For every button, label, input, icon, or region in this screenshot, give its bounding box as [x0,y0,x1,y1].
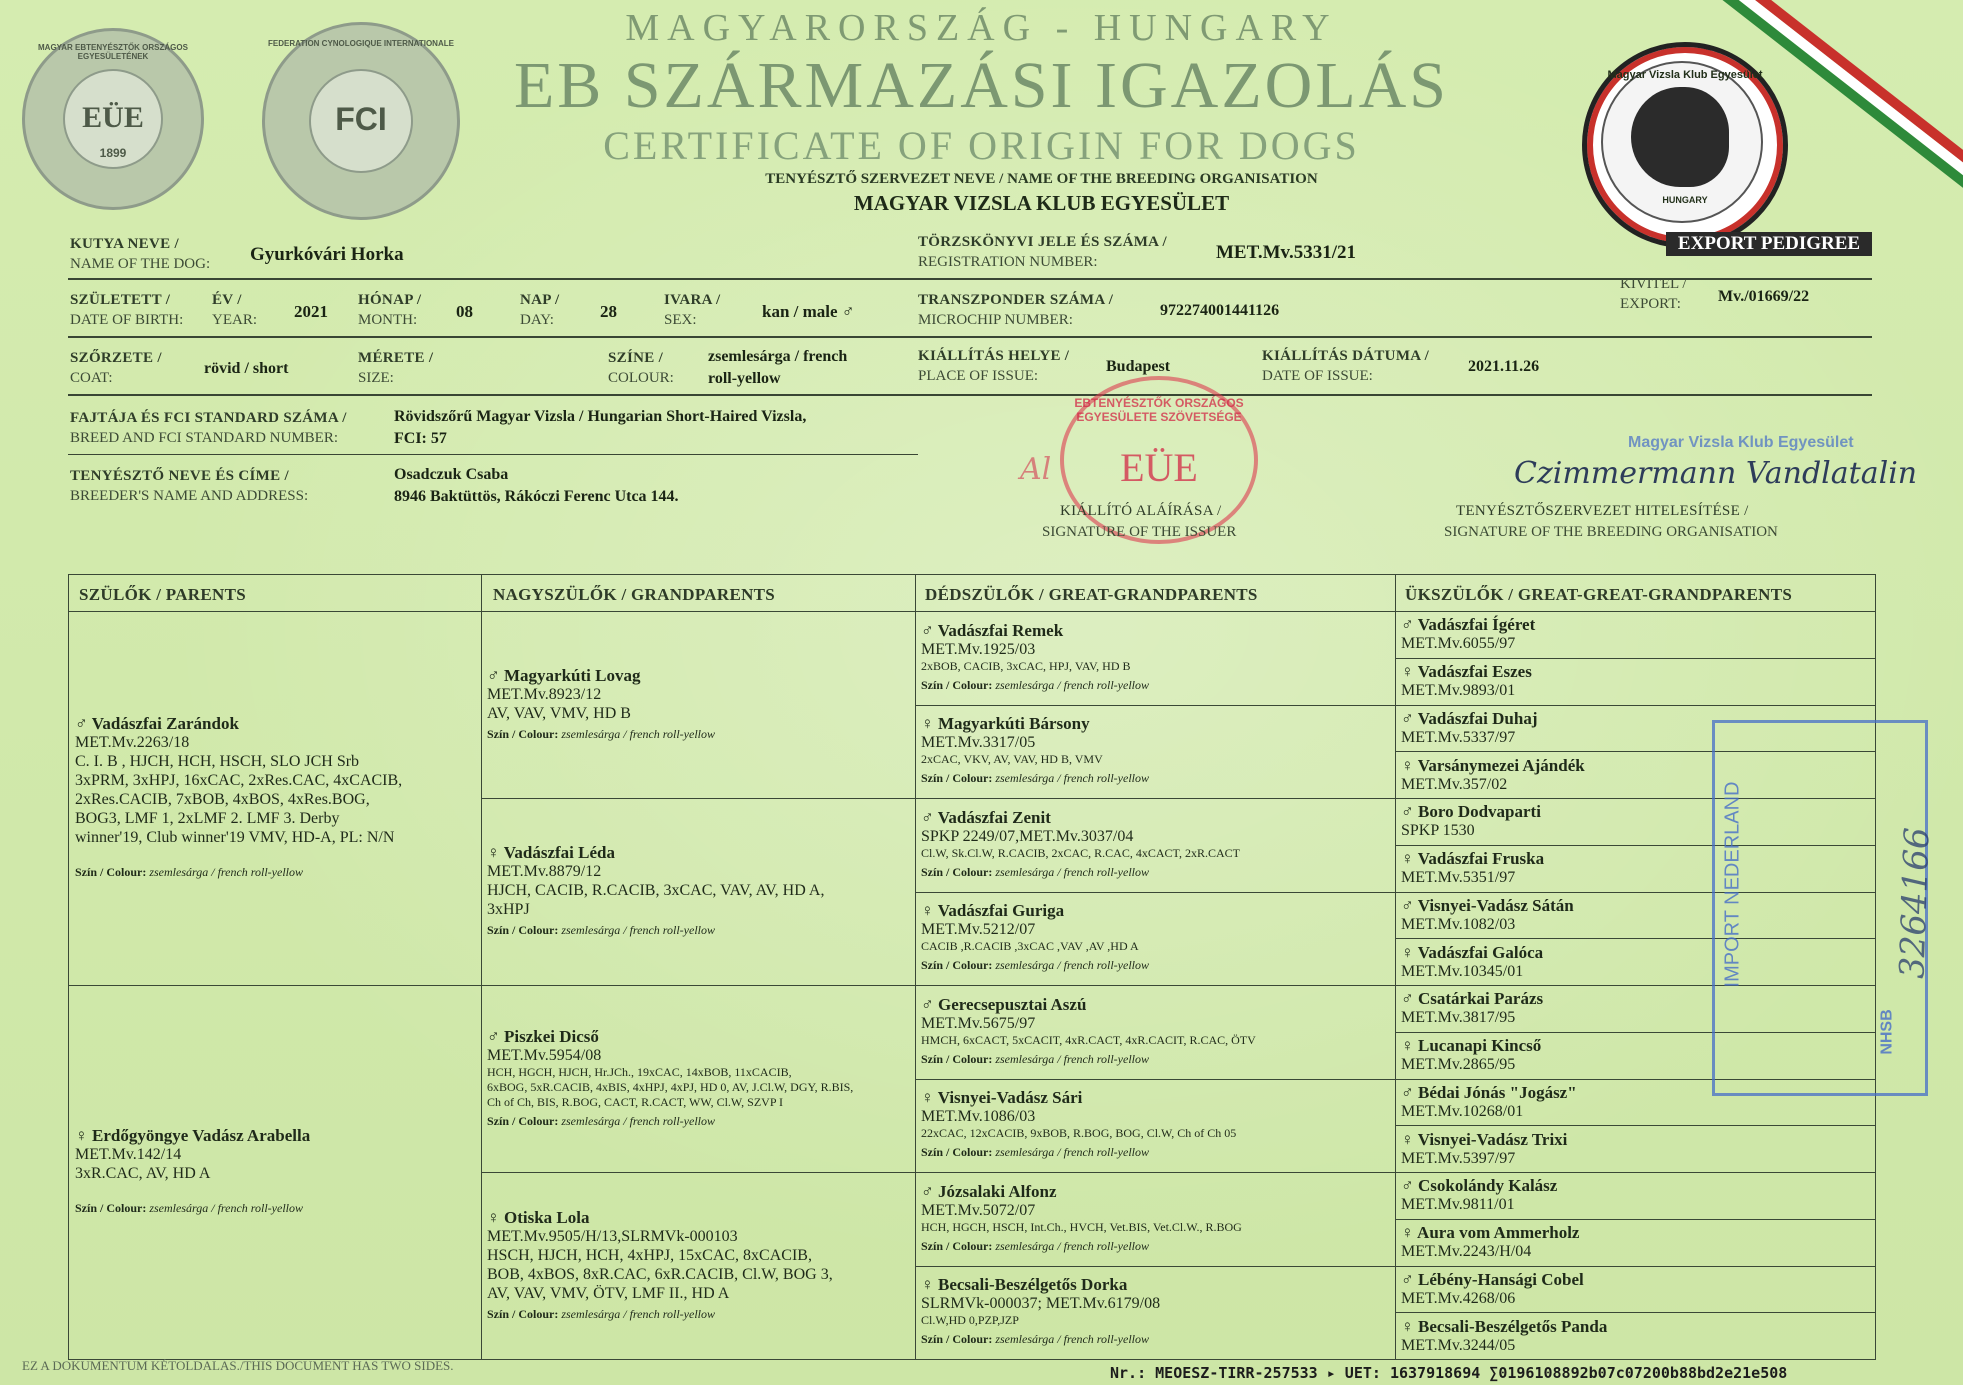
colour-value: zsemlesárga / french roll-yellow [149,1201,303,1215]
grandparent-colour [487,1305,911,1324]
grandparent-registration: MET.Mv.5954/08 [487,1046,602,1064]
great-grandparent-registration: MET.Mv.1925/03 [921,640,1036,658]
parent-titles: winner'19, Club winner'19 VMV, HD-A, PL: N/N [75,829,395,846]
issuer-signature: Al [1020,452,1052,487]
coat-label-hu: SZŐRZETE / [70,350,162,366]
header-grandparents: NAGYSZÜLŐK / GRANDPARENTS [493,585,776,604]
coat-value: rövid / short [204,360,289,377]
vizsla-blue-stamp: Magyar Vizsla Klub Egyesület [1628,434,1854,451]
colour-value: zsemlesárga / french roll-yellow [561,1113,715,1128]
grandparent-cell [487,1172,911,1359]
grandparent-cell [487,798,911,985]
colour-label: Szín / Colour: [921,1145,996,1160]
great-grandparent-registration: MET.Mv.5675/97 [921,1014,1036,1032]
breed-label-en: BREED AND FCI STANDARD NUMBER: [70,430,338,446]
grandparent-titles: BOB, 4xBOS, 8xR.CAC, 6xR.CACIB, Cl.W, BOG 3, [487,1265,833,1283]
colour-value: zsemlesárga / french roll-yellow [995,771,1149,786]
year-label-en: YEAR: [212,312,257,328]
reg-label-hu: TÖRZSKÖNYVI JELE ÉS SZÁMA / [918,234,1167,250]
import-stamp-number: 3264166 [1892,826,1938,980]
colour-value: zsemlesárga / french roll-yellow [995,677,1149,692]
great-great-grandparent-cell [1401,1125,1871,1172]
great-grandparent-registration: SLRMVk-000037; MET.Mv.6179/08 [921,1295,1161,1313]
great-great-grandparent-registration: MET.Mv.2865/95 [1401,1056,1516,1074]
place-of-issue: Budapest [1106,358,1171,375]
export-label-hu: KIVITEL / [1620,276,1687,292]
meoe-seal-text: MAGYAR EBTENYÉSZTŐK ORSZÁGOS EGYESÜLETÉNEK [38,43,188,61]
colour-label: Szín / Colour: [921,771,996,786]
dob-label-hu: SZÜLETETT / [70,292,171,308]
great-grandparent-cell [921,986,1391,1078]
day-label-en: DAY: [520,312,554,328]
great-great-grandparent-registration: MET.Mv.3817/95 [1401,1009,1516,1027]
header-great-grandparents: DÉDSZÜLŐK / GREAT-GRANDPARENTS [925,585,1258,604]
colour-value-2: roll-yellow [708,370,781,387]
divider [68,278,1872,280]
dog-sex: kan / male ♂ [762,302,855,321]
divider [68,394,1872,396]
great-great-grandparent-registration: MET.Mv.5337/97 [1401,728,1516,746]
org-sig-label-hu: TENYÉSZTŐSZERVEZET HITELESÍTÉSE / [1456,503,1749,519]
size-label-en: SIZE: [358,370,394,386]
great-great-grandparent-name: ♂ Boro Dodvaparti [1401,802,1541,822]
great-great-grandparent-name: ♂ Visnyei-Vadász Sátán [1401,895,1574,915]
birth-year: 2021 [294,302,328,321]
grandparent-name: ♂ Magyarkúti Lovag [487,665,641,685]
grandparent-name: ♀ Vadászfai Léda [487,843,615,862]
great-great-grandparent-registration: MET.Mv.5397/97 [1401,1149,1516,1167]
date-label-en: DATE OF ISSUE: [1262,368,1373,384]
parent-name: ♂ Vadászfai Zarándok [75,714,239,733]
great-great-grandparent-cell [1401,1172,1871,1219]
parent-colour [75,863,479,882]
great-grandparent-colour [921,1050,1391,1069]
grandparent-name: ♂ Piszkei Dicső [487,1026,599,1046]
great-grandparent-name: ♂ Gerecsepusztai Aszú [921,994,1087,1014]
grandparent-titles: AV, VAV, VMV, ÖTV, LMF II., HD A [487,1284,730,1302]
chip-label-en: MICROCHIP NUMBER: [918,312,1073,328]
parent-titles: 3xPRM, 3xHPJ, 16xCAC, 2xRes.CAC, 4xCACIB, [75,772,403,789]
microchip-number: 972274001441126 [1160,302,1280,319]
great-great-grandparent-name: ♂ Lébény-Hansági Cobel [1401,1269,1584,1289]
date-label-hu: KIÁLLÍTÁS DÁTUMA / [1262,348,1430,364]
import-blue-stamp [1712,720,1938,1096]
colour-label: Szín / Colour: [921,958,996,973]
issuer-sig-label-hu: KIÁLLÍTÓ ALÁÍRÁSA / [1060,503,1222,519]
export-label-en: EXPORT: [1620,296,1681,312]
colour-label-en: COLOUR: [608,370,674,386]
great-grandparent-name: ♀ Becsali-Beszélgetős Dorka [921,1275,1128,1295]
great-great-grandparent-cell [1401,1266,1871,1313]
colour-value: zsemlesárga / french roll-yellow [561,923,715,937]
meoe-seal-mark: EÜE [82,101,144,134]
great-grandparent-name: ♂ Vadászfai Remek [921,620,1064,640]
dog-name-label-en: NAME OF THE DOG: [70,256,211,272]
great-great-grandparent-registration: MET.Mv.1082/03 [1401,915,1516,933]
great-great-grandparent-cell [1401,1312,1871,1359]
place-label-hu: KIÁLLÍTÁS HELYE / [918,348,1070,364]
great-grandparent-titles: 2xBOB, CACIB, 3xCAC, HPJ, VAV, HD B [921,658,1131,673]
great-great-grandparent-name: ♀ Vadászfai Galóca [1401,942,1544,962]
grandparent-colour [487,921,911,940]
breeder-name: Osadczuk Csaba [394,466,509,483]
grandparent-registration: MET.Mv.9505/H/13,SLRMVk-000103 [487,1227,738,1245]
great-grandparent-colour [921,1143,1391,1162]
great-grandparent-registration: MET.Mv.3317/05 [921,734,1036,752]
great-great-grandparent-name: ♂ Vadászfai Ígéret [1401,615,1536,635]
great-grandparent-registration: MET.Mv.1086/03 [921,1108,1036,1126]
great-grandparent-name: ♀ Visnyei-Vadász Sári [921,1088,1083,1108]
great-great-grandparent-name: ♀ Vadászfai Fruska [1401,849,1545,869]
great-grandparent-colour [921,769,1391,788]
colour-value: zsemlesárga / french roll-yellow [995,1238,1149,1253]
breeder-label-en: BREEDER'S NAME AND ADDRESS: [70,488,309,504]
great-great-grandparent-registration: MET.Mv.9811/01 [1401,1196,1515,1214]
great-grandparent-cell [921,799,1391,891]
month-label-hu: HÓNAP / [358,292,422,308]
colour-label: Szín / Colour: [921,1051,996,1066]
great-great-grandparent-cell [1401,658,1871,705]
red-stamp-text: EBTENYÉSZTŐK ORSZÁGOS EGYESÜLETE SZÖVETSÉGE [1074,396,1244,424]
great-grandparent-registration: SPKP 2249/07,MET.Mv.3037/04 [921,827,1134,845]
issuer-sig-label-en: SIGNATURE OF THE ISSUER [1042,524,1237,540]
dob-label-en: DATE OF BIRTH: [70,312,184,328]
birth-month: 08 [456,302,473,321]
grandparent-colour [487,725,911,744]
parent-cell [75,985,479,1359]
export-number: Mv./01669/22 [1718,288,1810,305]
great-grandparent-titles: CACIB ,R.CACIB ,3xCAC ,VAV ,AV ,HD A [921,939,1139,954]
great-grandparent-registration: MET.Mv.5212/07 [921,921,1036,939]
colour-value: zsemlesárga / french roll-yellow [149,865,303,879]
colour-label: Szín / Colour: [487,726,562,741]
great-great-grandparent-registration: MET.Mv.3244/05 [1401,1336,1516,1354]
great-grandparent-titles: Cl.W, Sk.Cl.W, R.CACIB, 2xCAC, R.CAC, 4xCACT, 2xR.CACT [921,845,1240,860]
parent-titles: 3xR.CAC, AV, HD A [75,1165,211,1182]
size-label-hu: MÉRETE / [358,350,434,366]
colour-value: zsemlesárga / french roll-yellow [995,1051,1149,1066]
grandparent-cell [487,611,911,798]
great-grandparent-cell [921,1267,1391,1359]
breeder-address: 8946 Baktüttös, Rákóczi Ferenc Utca 144. [394,488,679,505]
great-great-grandparent-name: ♀ Vadászfai Eszes [1401,662,1532,682]
great-grandparent-cell [921,893,1391,985]
breeder-label-hu: TENYÉSZTŐ NEVE ÉS CÍME / [70,468,289,484]
great-grandparent-colour [921,863,1391,882]
colour-value: zsemlesárga / french roll-yellow [995,1145,1149,1160]
great-great-grandparent-name: ♂ Csokolándy Kalász [1401,1176,1558,1196]
vizsla-logo-country: HUNGARY [1662,195,1708,205]
great-great-grandparent-name: ♂ Vadászfai Duhaj [1401,708,1538,728]
great-great-grandparent-cell [1401,611,1871,658]
colour-label: Szín / Colour: [921,1238,996,1253]
grandparent-titles: HCH, HGCH, HJCH, Hr.JCh., 19xCAC, 14xBOB, 11xCACIB, [487,1064,792,1079]
parent-cell [75,611,479,985]
colour-label: Szín / Colour: [487,1306,562,1321]
colour-value: zsemlesárga / french roll-yellow [561,726,715,741]
parent-registration: MET.Mv.2263/18 [75,734,190,751]
great-grandparent-titles: 2xCAC, VKV, AV, VAV, HD B, VMV [921,752,1103,767]
month-label-en: MONTH: [358,312,418,328]
great-grandparent-colour [921,1237,1391,1256]
colour-value: zsemlesárga / french roll-yellow [995,958,1149,973]
import-stamp-text: IMPORT NEDERLAND [1721,781,1744,988]
registration-number: MET.Mv.5331/21 [1216,242,1357,263]
great-great-grandparent-registration: SPKP 1530 [1401,822,1475,840]
great-great-grandparent-registration: MET.Mv.6055/97 [1401,635,1516,653]
dog-name-label-hu: KUTYA NEVE / [70,236,179,252]
grandparent-titles: 3xHPJ [487,901,530,918]
grandparent-colour [487,1112,911,1131]
divider [68,454,918,455]
great-great-grandparent-registration: MET.Mv.10345/01 [1401,962,1524,980]
great-great-grandparent-cell [1401,1219,1871,1266]
great-great-grandparent-registration: MET.Mv.9893/01 [1401,682,1516,700]
pedigree-table [68,574,1876,1360]
great-grandparent-colour [921,956,1391,975]
great-grandparent-titles: 22xCAC, 12xCACIB, 9xBOB, R.BOG, BOG, Cl.W, Ch of Ch 05 [921,1126,1237,1141]
breed-label-hu: FAJTÁJA ÉS FCI STANDARD SZÁMA / [70,410,347,426]
date-of-issue: 2021.11.26 [1468,358,1540,375]
document-serial: Nr.: MEOESZ-TIRR-257533 ▸ UET: 1637918694 ∑0196108892b07c07200b88bd2e21e508 [1110,1364,1788,1382]
grandparent-titles: AV, VAV, VMV, HD B [487,704,631,722]
great-grandparent-cell [921,612,1391,704]
grandparent-registration: MET.Mv.8923/12 [487,685,602,703]
grandparent-titles: 6xBOG, 5xR.CACIB, 4xBIS, 4xHPJ, 4xPJ, HD 0, AV, J.Cl.W, DGY, R.BIS, [487,1079,854,1094]
header-parents: SZÜLŐK / PARENTS [79,585,246,604]
grandparent-registration: MET.Mv.8879/12 [487,863,602,880]
great-grandparent-name: ♂ Józsalaki Alfonz [921,1181,1057,1201]
great-great-grandparent-registration: MET.Mv.2243/H/04 [1401,1243,1532,1261]
fci-seal-text: FEDERATION CYNOLOGIQUE INTERNATIONALE [268,39,454,48]
grandparent-titles: Ch of Ch, BIS, R.BOG, CACT, R.CACT, WW, Cl.W, SZVP I [487,1094,784,1109]
colour-label: Szín / Colour: [487,1113,562,1128]
colour-label: Szín / Colour: [75,1201,150,1215]
great-great-grandparent-name: ♀ Varsánymezei Ajándék [1401,755,1585,775]
great-great-grandparent-name: ♀ Visnyei-Vadász Trixi [1401,1129,1568,1149]
great-great-grandparent-registration: MET.Mv.10268/01 [1401,1102,1524,1120]
great-great-grandparent-name: ♂ Csatárkai Parázs [1401,989,1544,1009]
place-label-en: PLACE OF ISSUE: [918,368,1039,384]
parent-titles: BOG3, LMF 1, 2xLMF 2. LMF 3. Derby [75,810,340,827]
sex-label-hu: IVARA / [664,292,721,308]
divider [68,336,1872,338]
breed-value-1: Rövidszőrű Magyar Vizsla / Hungarian Short-Haired Vizsla, [394,408,807,425]
great-grandparent-name: ♀ Vadászfai Guriga [921,901,1065,921]
org-name: MAGYAR VIZSLA KLUB EGYESÜLET [853,191,1230,215]
grandparent-titles: HSCH, HJCH, HCH, 4xHPJ, 15xCAC, 8xCACIB, [487,1246,812,1264]
organisation-signature: Czimmermann Vandlatalin [1514,456,1918,491]
year-label-hu: ÉV / [212,292,242,308]
great-grandparent-name: ♀ Magyarkúti Bársony [921,714,1090,734]
great-great-grandparent-name: ♀ Aura vom Ammerholz [1401,1223,1580,1243]
fci-seal-mark: FCI [335,101,387,137]
great-great-grandparent-registration: MET.Mv.4268/06 [1401,1289,1516,1307]
colour-label: Szín / Colour: [921,1332,996,1347]
reg-label-en: REGISTRATION NUMBER: [918,254,1098,270]
coat-label-en: COAT: [70,370,113,386]
country-title: MAGYARORSZÁG - HUNGARY [625,7,1338,49]
great-great-grandparent-name: ♀ Lucanapi Kincső [1401,1036,1542,1056]
header-great-great-grandparents: ÜKSZÜLŐK / GREAT-GREAT-GRANDPARENTS [1405,585,1793,604]
red-stamp-mark: EÜE [1120,445,1198,490]
parent-registration: MET.Mv.142/14 [75,1146,182,1163]
colour-label: Szín / Colour: [921,677,996,692]
colour-label: Szín / Colour: [75,865,150,879]
footer-note: EZ A DOKUMENTUM KÉTOLDALAS./THIS DOCUMENT HAS TWO SIDES. [22,1358,454,1373]
great-great-grandparent-registration: MET.Mv.357/02 [1401,775,1508,793]
parent-titles: 2xRes.CACIB, 7xBOB, 4xBOS, 4xRes.BOG, [75,791,370,808]
colour-value: zsemlesárga / french roll-yellow [995,1332,1149,1347]
export-pedigree-badge: EXPORT PEDIGREE [1666,232,1872,256]
grandparent-name: ♀ Otiska Lola [487,1207,590,1227]
org-label: TENYÉSZTŐ SZERVEZET NEVE / NAME OF THE BREEDING ORGANISATION [765,171,1318,187]
great-grandparent-name: ♂ Vadászfai Zenit [921,807,1051,827]
dog-name: Gyurkóvári Horka [250,244,404,265]
great-grandparent-cell [921,706,1391,798]
great-grandparent-titles: Cl.W,HD 0,PZP,JZP [921,1313,1019,1328]
import-stamp-nhsb: NHSB [1878,1009,1896,1055]
title-english: CERTIFICATE OF ORIGIN FOR DOGS [603,123,1360,168]
sex-label-en: SEX: [664,312,697,328]
title-hungarian: EB SZÁRMAZÁSI IGAZOLÁS [513,49,1450,122]
great-great-grandparent-registration: MET.Mv.5351/97 [1401,869,1516,887]
great-grandparent-cell [921,1080,1391,1172]
colour-label: Szín / Colour: [487,923,562,937]
vizsla-logo-text: Magyar Vizsla Klub Egyesület [1607,69,1763,81]
great-grandparent-titles: HMCH, 6xCACT, 5xCACIT, 4xR.CACT, 4xR.CACIT, R.CAC, ÖTV [921,1032,1256,1047]
colour-value-1: zsemlesárga / french [708,348,848,365]
parent-colour [75,1199,479,1218]
great-grandparent-titles: HCH, HGCH, HSCH, Int.Ch., HVCH, Vet.BIS, Vet.Cl.W., R.BOG [921,1219,1242,1234]
great-grandparent-cell [921,1173,1391,1265]
colour-label-hu: SZÍNE / [608,350,664,366]
parent-titles: C. I. B , HJCH, HCH, HSCH, SLO JCH Srb [75,753,360,770]
meoe-seal-year: 1899 [99,146,127,160]
breed-value-2: FCI: 57 [394,430,447,447]
great-grandparent-colour [921,1330,1391,1349]
colour-value: zsemlesárga / french roll-yellow [561,1306,715,1321]
grandparent-titles: HJCH, CACIB, R.CACIB, 3xCAC, VAV, AV, HD A, [487,882,825,899]
great-grandparent-colour [921,676,1391,695]
grandparent-cell [487,985,911,1172]
colour-value: zsemlesárga / french roll-yellow [995,864,1149,879]
day-label-hu: NAP / [520,292,560,308]
great-grandparent-registration: MET.Mv.5072/07 [921,1201,1036,1219]
org-sig-label-en: SIGNATURE OF THE BREEDING ORGANISATION [1444,524,1778,540]
colour-label: Szín / Colour: [921,864,996,879]
parent-name: ♀ Erdőgyöngye Vadász Arabella [75,1126,311,1145]
great-great-grandparent-name: ♂ Bédai Jónás "Jogász" [1401,1082,1577,1102]
birth-day: 28 [600,302,617,321]
chip-label-hu: TRANSZPONDER SZÁMA / [918,292,1114,308]
great-great-grandparent-name: ♀ Becsali-Beszélgetős Panda [1401,1316,1608,1336]
